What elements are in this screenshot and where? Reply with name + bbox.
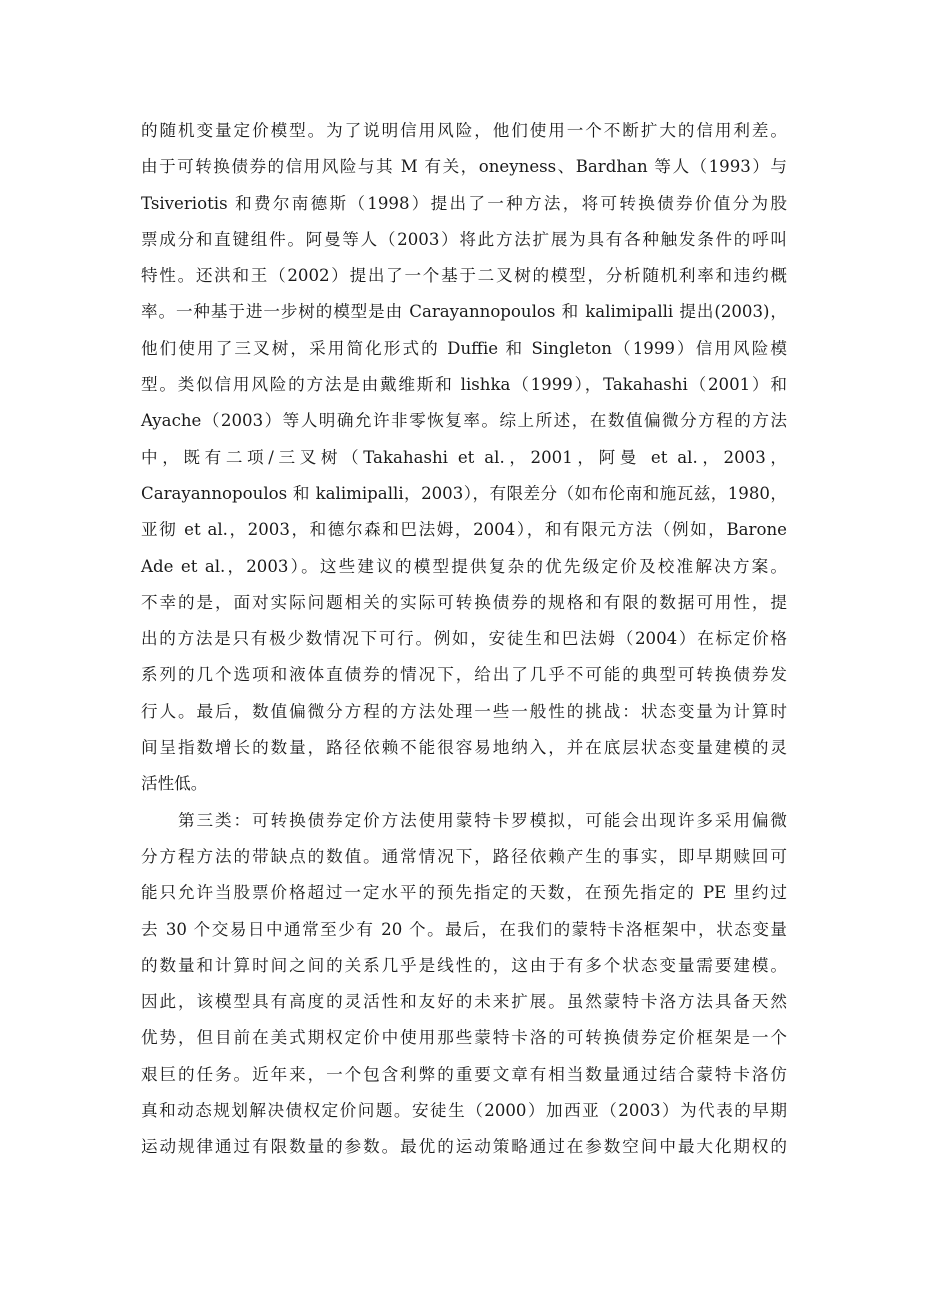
text-line: Ade et al.，2003）。这些建议的模型提供复杂的优先级定价及校准解决方案。	[141, 556, 787, 576]
paragraph-first-line: 第三类：可转换债券定价方法使用蒙特卡罗模拟，可能会出现许多采用偏微	[178, 810, 787, 830]
text-line: 运动规律通过有限数量的参数。最优的运动策略通过在参数空间中最大化期权的	[141, 1137, 787, 1157]
body-text	[141, 113, 787, 1166]
text-line: 因此，该模型具有高度的灵活性和友好的未来扩展。虽然蒙特卡洛方法具备天然	[141, 992, 787, 1012]
text-line: 票成分和直键组件。阿曼等人（2003）将此方法扩展为具有各种触发条件的呼叫	[141, 229, 787, 249]
text-line: 出的方法是只有极少数情况下可行。例如，安徒生和巴法姆（2004）在标定价格	[141, 629, 787, 649]
text-line: 系列的几个选项和液体直债券的情况下，给出了几乎不可能的典型可转换债券发	[141, 665, 787, 685]
text-line: 去 30 个交易日中通常至少有 20 个。最后，在我们的蒙特卡洛框架中，状态变量	[141, 919, 787, 939]
text-line: Tsiveriotis 和费尔南德斯（1998）提出了一种方法，将可转换债券价值分为股	[141, 193, 787, 213]
text-line: 特性。还洪和王（2002）提出了一个基于二叉树的模型，分析随机利率和违约概	[141, 266, 787, 286]
text-line: 率。一种基于进一步树的模型是由 Carayannopoulos 和 kalimipalli 提出(2003)，	[141, 302, 787, 322]
text-line: 活性低。	[141, 774, 208, 794]
text-line: 亚彻 et al.，2003，和德尔森和巴法姆，2004），和有限元方法（例如，Barone	[141, 520, 787, 540]
text-line: 优势，但目前在美式期权定价中使用那些蒙特卡洛的可转换债券定价框架是一个	[141, 1028, 787, 1048]
text-line: 的随机变量定价模型。为了说明信用风险，他们使用一个不断扩大的信用利差。	[141, 121, 787, 140]
text-line: 间呈指数增长的数量，路径依赖不能很容易地纳入，并在底层状态变量建模的灵	[141, 738, 787, 758]
text-line: 中，既有二项/三叉树（Takahashi et al.，2001，阿曼 et al.，2003，	[141, 447, 787, 467]
text-line: 艰巨的任务。近年来，一个包含利弊的重要文章有相当数量通过结合蒙特卡洛仿	[141, 1064, 787, 1084]
text-line: 行人。最后，数值偏微分方程的方法处理一些一般性的挑战：状态变量为计算时	[141, 701, 787, 721]
text-line: 的数量和计算时间之间的关系几乎是线性的，这由于有多个状态变量需要建模。	[141, 955, 787, 975]
text-line: 由于可转换债券的信用风险与其 M 有关，oneyness、Bardhan 等人（1993）与	[141, 157, 787, 177]
text-line: 分方程方法的带缺点的数值。通常情况下，路径依赖产生的事实，即早期赎回可	[141, 846, 787, 866]
text-line: 他们使用了三叉树，采用简化形式的 Duffie 和 Singleton（1999）信用风险模	[141, 338, 787, 358]
text-line: Carayannopoulos 和 kalimipalli，2003），有限差分（如布伦南和施瓦兹，1980，	[141, 483, 787, 503]
text-line: 型。类似信用风险的方法是由戴维斯和 lishka（1999），Takahashi（2001）和	[141, 375, 787, 395]
text-line: Ayache（2003）等人明确允许非零恢复率。综上所述，在数值偏微分方程的方法	[141, 411, 787, 431]
text-line: 不幸的是，面对实际问题相关的实际可转换债券的规格和有限的数据可用性，提	[141, 592, 787, 612]
text-line: 能只允许当股票价格超过一定水平的预先指定的天数，在预先指定的 PE 里约过	[141, 883, 787, 903]
text-line: 真和动态规划解决债权定价问题。安徒生（2000）加西亚（2003）为代表的早期	[141, 1101, 787, 1121]
